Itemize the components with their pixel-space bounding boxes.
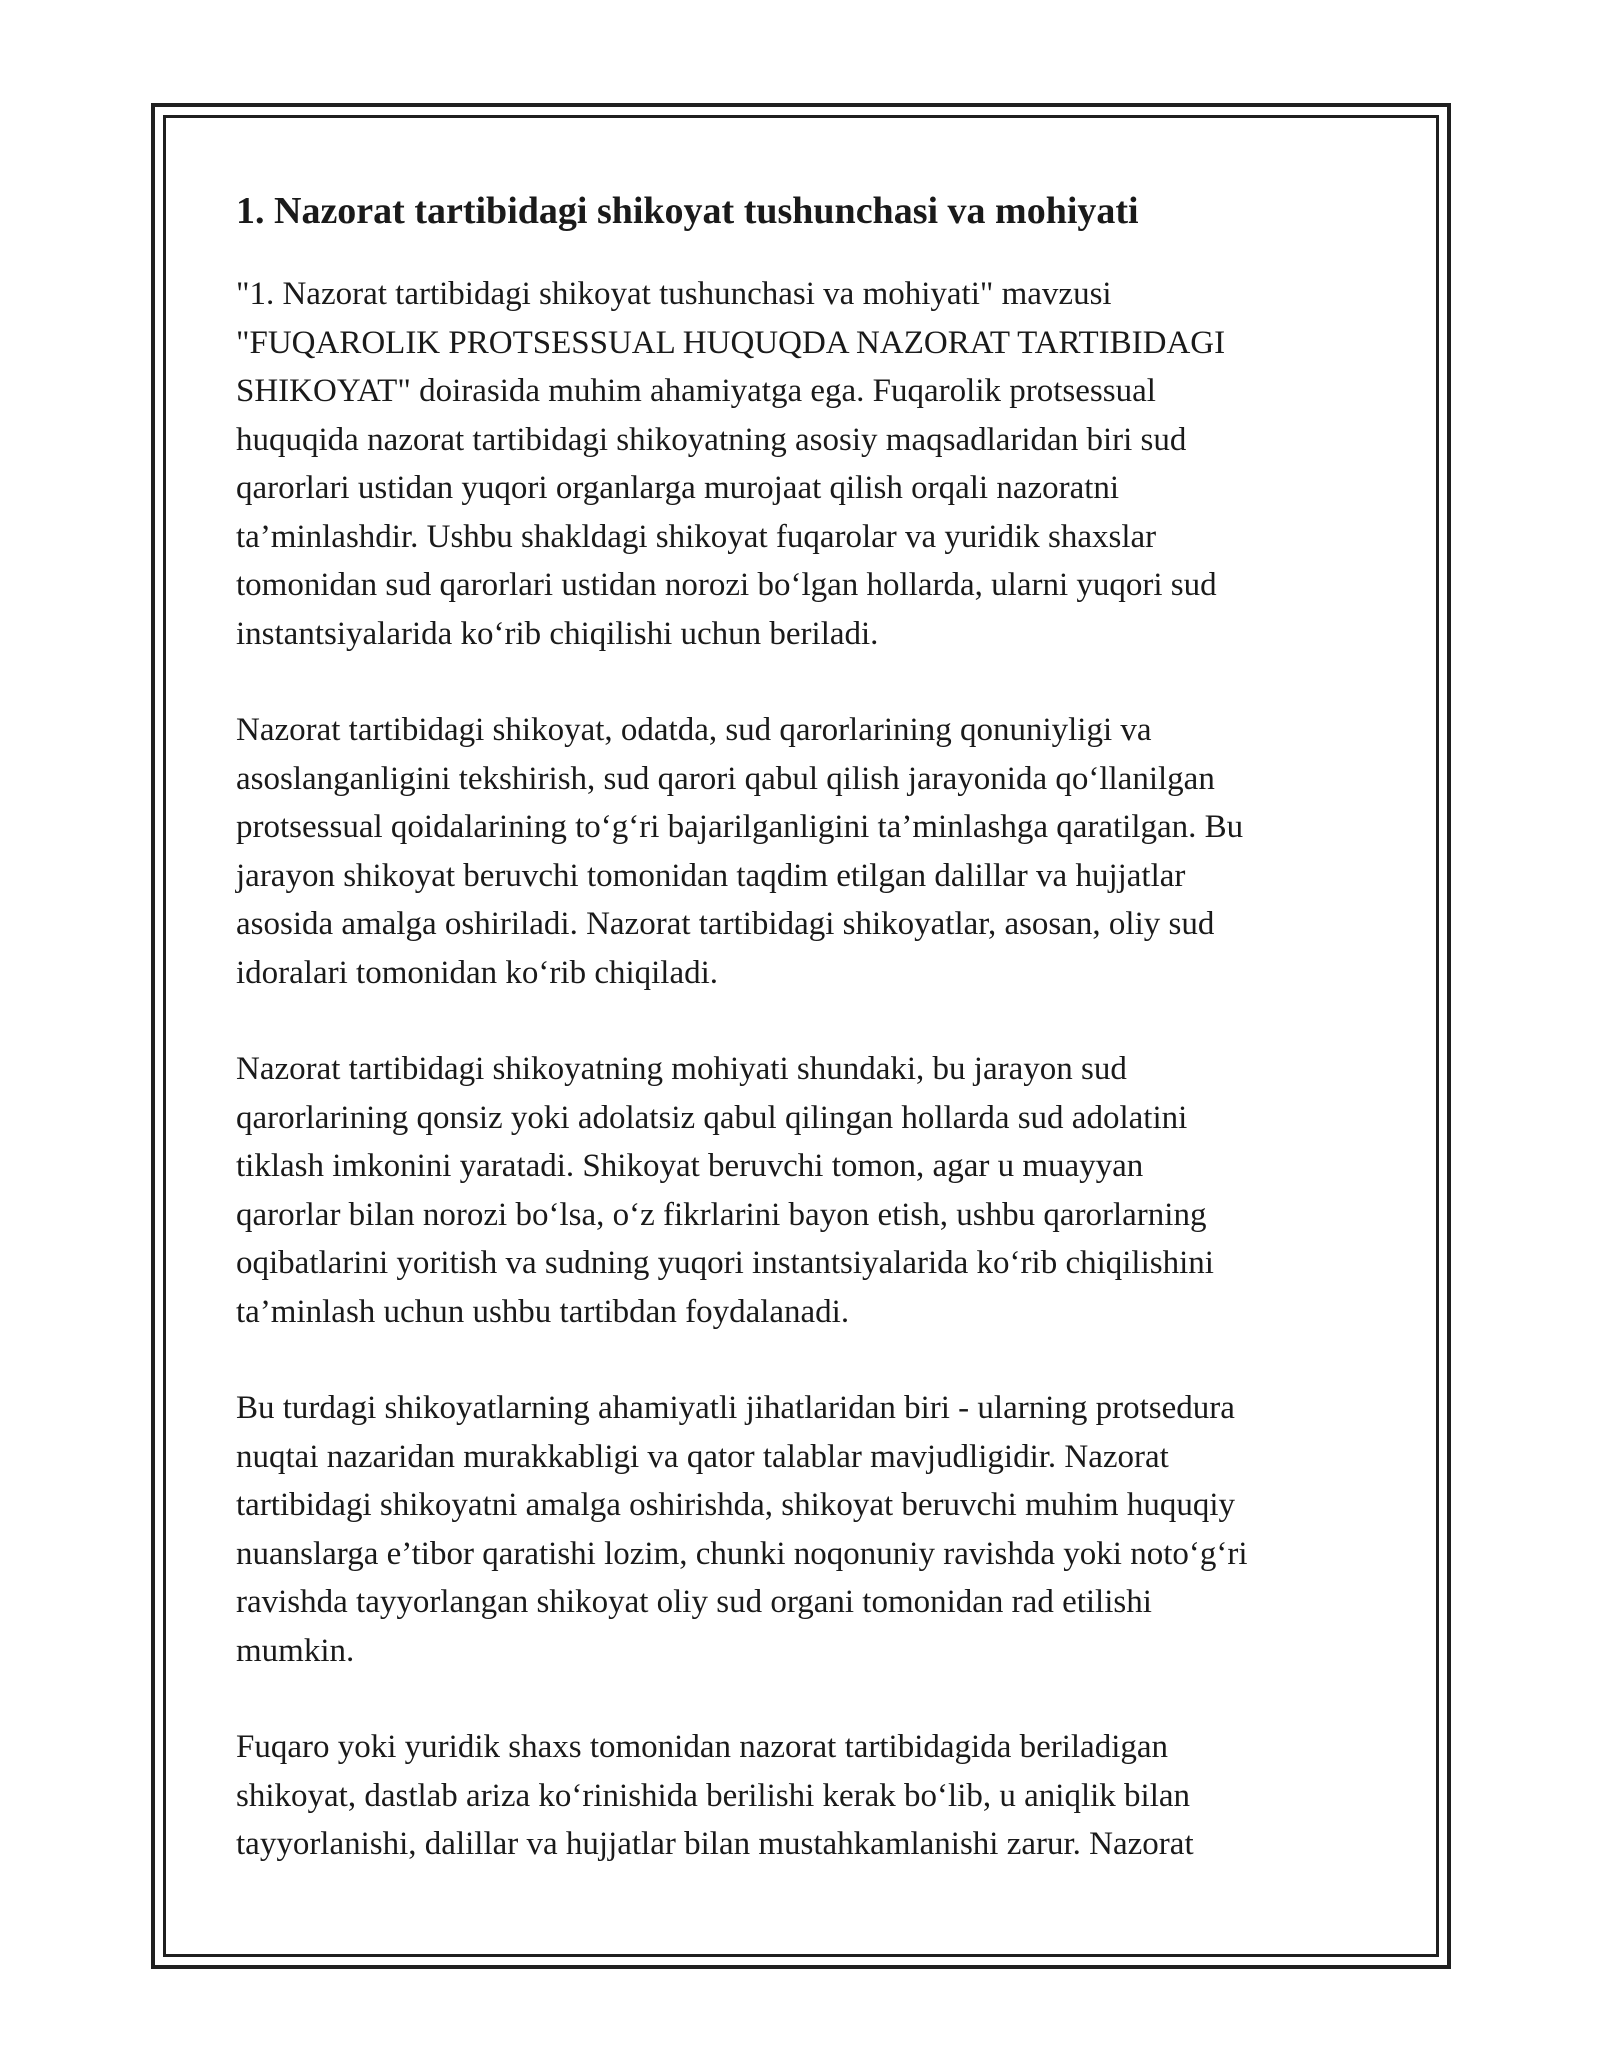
section-heading: 1. Nazorat tartibidagi shikoyat tushunchasi va mohiyati [236, 190, 1139, 232]
paragraph-line: tartibidagi shikoyatni amalga oshirishda, shikoyat beruvchi muhim huquqiy [236, 1487, 1236, 1523]
paragraph [236, 1045, 1376, 1336]
paragraph-line: tiklash imkonini yaratadi. Shikoyat beruvchi tomon, agar u muayyan [236, 1148, 1144, 1184]
paragraph-line: nuqtai nazaridan murakkabligi va qator talablar mavjudligidir. Nazorat [236, 1438, 1169, 1475]
paragraph-line: ta’minlashdir. Ushbu shakldagi shikoyat fuqarolar va yuridik shaxslar [236, 518, 1157, 555]
paragraph-line: "1. Nazorat tartibidagi shikoyat tushunchasi va mohiyati" mavzusi [236, 276, 1112, 312]
paragraph-line: jarayon shikoyat beruvchi tomonidan taqdim etilgan dalillar va hujjatlar [236, 857, 1186, 894]
paragraph-line: ta’minlash uchun ushbu tartibdan foydalanadi. [236, 1293, 850, 1330]
paragraph-line: SHIKOYAT" doirasida muhim ahamiyatga ega. Fuqarolik protsessual [236, 373, 1156, 409]
paragraph-line: idoralari tomonidan ko‘rib chiqiladi. [236, 954, 719, 991]
paragraph-line: oqibatlarini yoritish va sudning yuqori instantsiyalarida ko‘rib chiqilishini [236, 1245, 1214, 1281]
paragraph [236, 270, 1376, 658]
paragraph-line: mumkin. [236, 1632, 355, 1669]
paragraph-line: tayyorlanishi, dalillar va hujjatlar bilan mustahkamlanishi zarur. Nazorat [236, 1826, 1194, 1862]
paragraph [236, 706, 1376, 997]
document-body [236, 186, 1376, 1869]
paragraph [236, 1723, 1376, 1869]
paragraph-line: ravishda tayyorlangan shikoyat oliy sud organi tomonidan rad etilishi [236, 1584, 1152, 1620]
paragraph-line: Fuqaro yoki yuridik shaxs tomonidan nazorat tartibidagida beriladigan [236, 1729, 1169, 1765]
paragraph-line: asoslanganligini tekshirish, sud qarori qabul qilish jarayonida qo‘llanilgan [236, 760, 1215, 797]
paragraph-line: tomonidan sud qarorlari ustidan norozi bo‘lgan hollarda, ularni yuqori sud [236, 567, 1217, 603]
paragraph-line: qarorlar bilan norozi bo‘lsa, o‘z fikrlarini bayon etish, ushbu qarorlarning [236, 1196, 1207, 1233]
paragraph-line: qarorlari ustidan yuqori organlarga murojaat qilish orqali nazoratni [236, 470, 1120, 506]
paragraph-line: instantsiyalarida ko‘rib chiqilishi uchun beriladi. [236, 615, 879, 652]
paragraph-line: Nazorat tartibidagi shikoyatning mohiyati shundaki, bu jarayon sud [236, 1051, 1127, 1087]
paragraph-line: asosida amalga oshiriladi. Nazorat tartibidagi shikoyatlar, asosan, oliy sud [236, 906, 1215, 942]
paragraph-line: protsessual qoidalarining to‘g‘ri bajarilganligini ta’minlashga qaratilgan. Bu [236, 809, 1244, 845]
paragraph-list [236, 270, 1376, 1869]
paragraph-line: nuanslarga e’tibor qaratishi lozim, chunki noqonuniy ravishda yoki noto‘g‘ri [236, 1535, 1248, 1572]
paragraph-line: qarorlarining qonsiz yoki adolatsiz qabul qilingan hollarda sud adolatini [236, 1099, 1188, 1136]
paragraph-line: Nazorat tartibidagi shikoyat, odatda, sud qarorlarining qonuniyligi va [236, 712, 1152, 748]
paragraph [236, 1384, 1376, 1675]
paragraph-line: huquqida nazorat tartibidagi shikoyatning asosiy maqsadlaridan biri sud [236, 421, 1187, 458]
paragraph-line: shikoyat, dastlab ariza ko‘rinishida berilishi kerak bo‘lib, u aniqlik bilan [236, 1777, 1191, 1814]
paragraph-line: Bu turdagi shikoyatlarning ahamiyatli jihatlaridan biri - ularning protsedura [236, 1390, 1235, 1426]
paragraph-line: "FUQAROLIK PROTSESSUAL HUQUQDA NAZORAT TARTIBIDAGI [236, 324, 1226, 361]
